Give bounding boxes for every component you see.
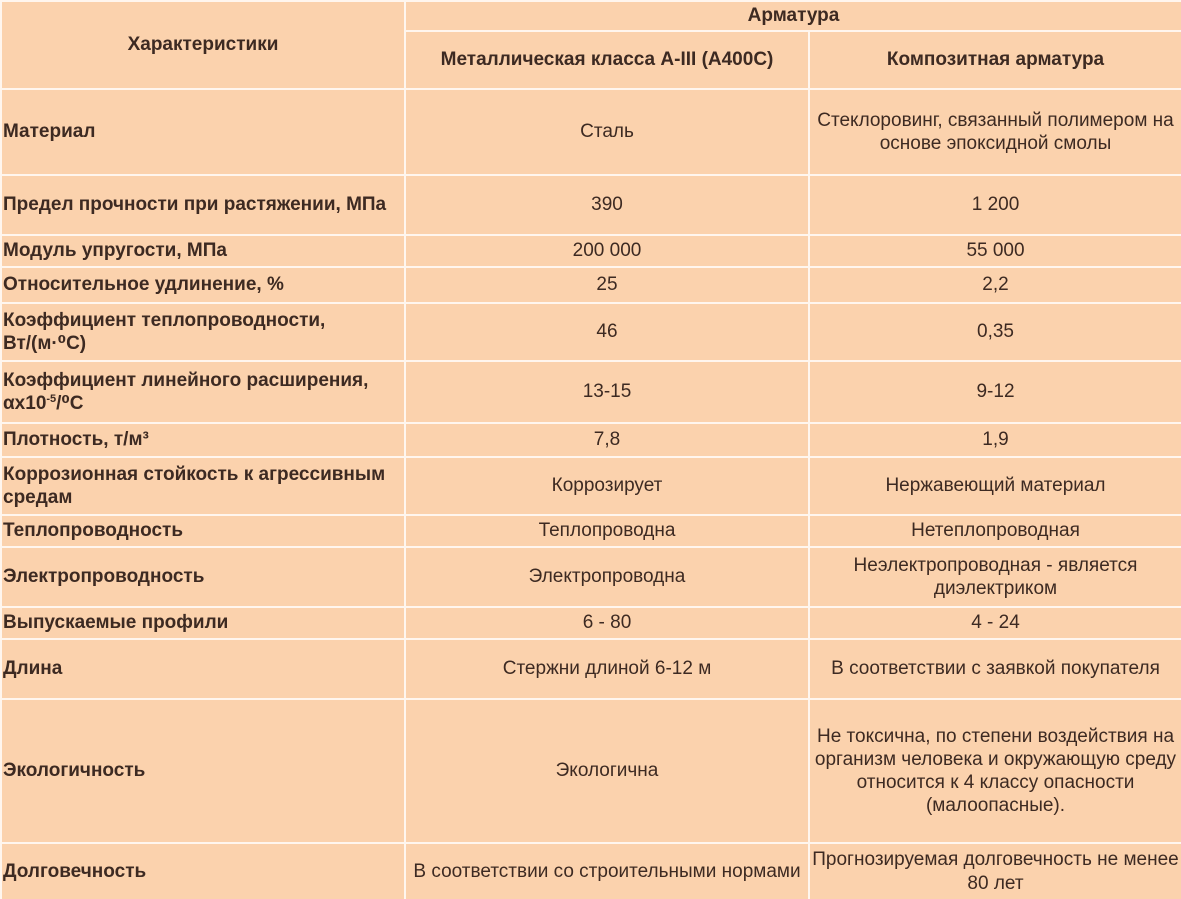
composite-value: 55 000 (809, 235, 1181, 267)
row-label: Коэффициент теплопроводности, Вт/(м·⁰С) (1, 303, 405, 361)
table-row (1, 457, 1181, 515)
table-row (1, 843, 1181, 899)
header-composite: Композитная арматура (809, 31, 1181, 89)
composite-value: 4 - 24 (809, 607, 1181, 639)
steel-value: 25 (405, 267, 809, 303)
composite-value: Прогнозируемая долговечность не менее 80 лет (809, 843, 1181, 899)
steel-value: 200 000 (405, 235, 809, 267)
composite-value: Нержавеющий материал (809, 457, 1181, 515)
composite-value: 0,35 (809, 303, 1181, 361)
steel-value: Коррозирует (405, 457, 809, 515)
header-steel: Металлическая класса А-III (А400С) (405, 31, 809, 89)
table-row (1, 699, 1181, 843)
row-label: Выпускаемые профили (1, 607, 405, 639)
table-row (1, 547, 1181, 607)
row-label: Относительное удлинение, % (1, 267, 405, 303)
row-label: Длина (1, 639, 405, 699)
composite-value: 9-12 (809, 361, 1181, 423)
steel-value: 46 (405, 303, 809, 361)
steel-value: Сталь (405, 89, 809, 175)
row-label: Плотность, т/м³ (1, 423, 405, 457)
table-row (1, 423, 1181, 457)
composite-value: 2,2 (809, 267, 1181, 303)
row-label: Теплопроводность (1, 515, 405, 547)
table-row (1, 515, 1181, 547)
table-row (1, 361, 1181, 423)
table-row (1, 639, 1181, 699)
table-row (1, 303, 1181, 361)
steel-value: Электропроводна (405, 547, 809, 607)
table-row (1, 89, 1181, 175)
table-row (1, 267, 1181, 303)
steel-value: 7,8 (405, 423, 809, 457)
steel-value: 390 (405, 175, 809, 235)
composite-value: 1 200 (809, 175, 1181, 235)
table-row (1, 175, 1181, 235)
composite-value: В соответствии с заявкой покупателя (809, 639, 1181, 699)
row-label (1, 361, 405, 423)
steel-value: Стержни длиной 6-12 м (405, 639, 809, 699)
row-label: Коррозионная стойкость к агрессивным средам (1, 457, 405, 515)
row-label: Электропроводность (1, 547, 405, 607)
steel-value: Теплопроводна (405, 515, 809, 547)
composite-value: Нетеплопроводная (809, 515, 1181, 547)
row-label: Долговечность (1, 843, 405, 899)
row-label: Модуль упругости, МПа (1, 235, 405, 267)
steel-value: В соответствии со строительными нормами (405, 843, 809, 899)
row-label: Материал (1, 89, 405, 175)
row-label: Предел прочности при растяжении, МПа (1, 175, 405, 235)
table-row (1, 607, 1181, 639)
composite-value: Неэлектропроводная - является диэлектриком (809, 547, 1181, 607)
row-label-main: Коэффициент линейного расширения, αх10 (3, 369, 369, 414)
composite-value: 1,9 (809, 423, 1181, 457)
steel-value: Экологична (405, 699, 809, 843)
table-row (1, 235, 1181, 267)
steel-value: 6 - 80 (405, 607, 809, 639)
header-group: Арматура (405, 1, 1181, 31)
composite-value: Не токсична, по степени воздействия на организм человека и окружающую среду относится к 4 классу опасности (малоопасные). (809, 699, 1181, 843)
row-label: Экологичность (1, 699, 405, 843)
composite-value: Стеклоровинг, связанный полимером на основе эпоксидной смолы (809, 89, 1181, 175)
steel-value: 13-15 (405, 361, 809, 423)
header-characteristics: Характеристики (1, 1, 405, 89)
row-label-sup: -5 (46, 393, 57, 405)
row-label-tail: /⁰С (56, 393, 84, 414)
